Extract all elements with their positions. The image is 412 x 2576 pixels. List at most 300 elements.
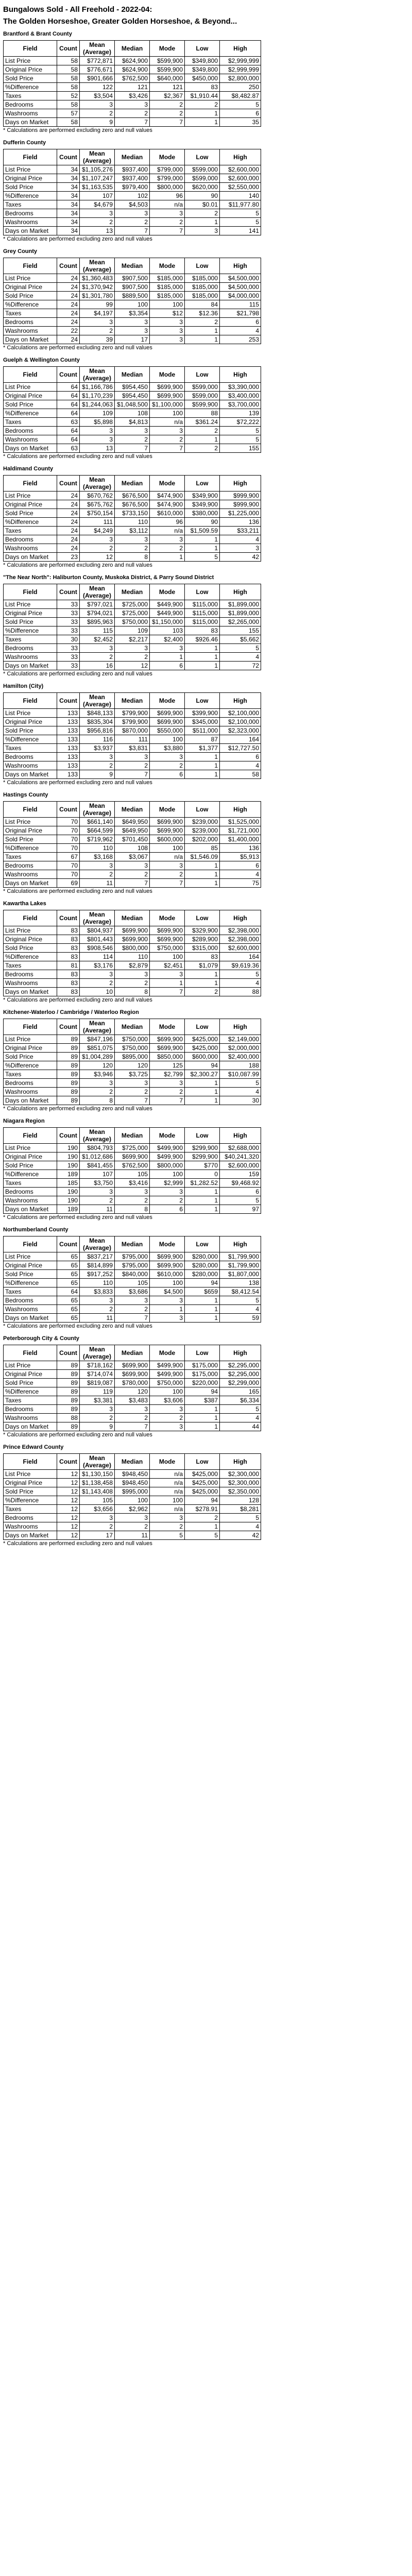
row-label: List Price — [4, 926, 57, 935]
table-cell: $345,000 — [185, 718, 220, 726]
column-header: Field — [4, 1128, 57, 1144]
table-row — [4, 1487, 261, 1496]
stats-table — [3, 149, 261, 235]
table-cell: 2 — [80, 109, 115, 118]
table-cell: $1,282.52 — [185, 1179, 220, 1188]
table-cell: $3,750 — [80, 1179, 115, 1188]
table-cell: $599,000 — [185, 392, 220, 400]
row-label: Taxes — [4, 1505, 57, 1514]
row-label: Original Price — [4, 718, 57, 726]
table-cell: 188 — [220, 1061, 261, 1070]
column-header: Mean (Average) — [80, 1454, 115, 1470]
table-cell: 120 — [115, 1061, 150, 1070]
table-row — [4, 1370, 261, 1379]
table-cell: $21,798 — [220, 309, 261, 318]
row-label: Bedrooms — [4, 318, 57, 327]
table-cell: 89 — [57, 1079, 80, 1088]
table-header-row — [4, 258, 261, 274]
region-title: Kawartha Lakes — [3, 901, 46, 907]
table-cell: 1 — [150, 1305, 185, 1314]
table-cell: 2 — [80, 1305, 115, 1314]
table-cell: 1 — [150, 979, 185, 988]
table-cell: 33 — [57, 644, 80, 653]
table-row — [4, 300, 261, 309]
table-cell: 34 — [57, 174, 80, 183]
stats-table — [3, 40, 261, 127]
row-label: Sold Price — [4, 1053, 57, 1061]
row-label: Days on Market — [4, 444, 57, 453]
table-cell: 89 — [57, 1379, 80, 1387]
table-cell: 102 — [115, 192, 150, 200]
table-cell: $449,900 — [150, 609, 185, 618]
table-row — [4, 1079, 261, 1088]
table-cell: 6 — [220, 318, 261, 327]
table-row — [4, 1496, 261, 1505]
table-cell: $9,619.36 — [220, 961, 261, 970]
column-header: Mode — [150, 149, 185, 165]
column-header: Low — [185, 584, 220, 600]
column-header: High — [220, 41, 261, 57]
stats-table — [3, 801, 261, 888]
table-cell: $1,807,000 — [220, 1270, 261, 1279]
table-cell: 139 — [220, 409, 261, 418]
region-section — [3, 31, 409, 133]
table-cell: $2,295,000 — [220, 1361, 261, 1370]
table-cell: $801,443 — [80, 935, 115, 944]
column-header: Median — [115, 258, 150, 274]
table-cell: 64 — [57, 1287, 80, 1296]
table-cell: $770 — [185, 1161, 220, 1170]
column-header: Field — [4, 693, 57, 709]
stats-table — [3, 1127, 261, 1214]
table-cell: $185,000 — [185, 292, 220, 300]
table-row — [4, 509, 261, 518]
table-cell: 3 — [115, 535, 150, 544]
table-cell: $799,000 — [150, 174, 185, 183]
table-cell: 253 — [220, 335, 261, 344]
table-row — [4, 635, 261, 644]
table-cell: 81 — [57, 961, 80, 970]
row-label: List Price — [4, 1470, 57, 1479]
table-cell: $185,000 — [150, 283, 185, 292]
table-row — [4, 309, 261, 318]
column-header: Low — [185, 41, 220, 57]
row-label: List Price — [4, 600, 57, 609]
column-header: Median — [115, 693, 150, 709]
table-row — [4, 444, 261, 453]
table-cell: 3 — [80, 861, 115, 870]
table-row — [4, 818, 261, 826]
table-cell: 3 — [115, 970, 150, 979]
column-header: Low — [185, 1236, 220, 1252]
row-label: Sold Price — [4, 183, 57, 192]
table-cell: 1 — [185, 1414, 220, 1422]
table-cell: $599,000 — [185, 174, 220, 183]
table-cell: 65 — [57, 1252, 80, 1261]
table-cell: $750,000 — [115, 1044, 150, 1053]
table-cell: 2 — [185, 444, 220, 453]
table-cell: 5 — [185, 553, 220, 562]
row-label: Bedrooms — [4, 1405, 57, 1414]
table-row — [4, 1261, 261, 1270]
table-cell: $750,000 — [150, 944, 185, 953]
table-cell: 34 — [57, 165, 80, 174]
table-cell: 110 — [115, 518, 150, 527]
table-cell: 128 — [220, 1496, 261, 1505]
table-cell: 1 — [185, 544, 220, 553]
table-cell: $907,500 — [115, 283, 150, 292]
table-cell: 2 — [115, 1522, 150, 1531]
table-row — [4, 770, 261, 779]
row-label: Washrooms — [4, 1088, 57, 1096]
row-label: Washrooms — [4, 327, 57, 335]
row-label: Original Price — [4, 609, 57, 618]
table-cell: $1,301,780 — [80, 292, 115, 300]
table-cell: $750,000 — [150, 1379, 185, 1387]
table-cell: 24 — [57, 335, 80, 344]
table-cell: 190 — [57, 1196, 80, 1205]
table-cell: 70 — [57, 818, 80, 826]
table-header-row — [4, 476, 261, 492]
column-header: Count — [57, 1128, 80, 1144]
table-cell: 6 — [220, 753, 261, 761]
row-label: List Price — [4, 1361, 57, 1370]
row-label: Washrooms — [4, 1196, 57, 1205]
stats-table — [3, 475, 261, 562]
table-cell: $649,950 — [115, 826, 150, 835]
table-cell: 89 — [57, 1070, 80, 1079]
table-row — [4, 1205, 261, 1214]
table-cell: 100 — [115, 1496, 150, 1505]
table-cell: 5 — [220, 644, 261, 653]
calculation-note: * Calculations are performed excluding zero and null values — [3, 1106, 152, 1112]
column-header: Low — [185, 910, 220, 926]
table-row — [4, 553, 261, 562]
table-cell: 5 — [220, 1514, 261, 1522]
table-cell: $675,762 — [80, 500, 115, 509]
table-cell: 88 — [185, 409, 220, 418]
table-row — [4, 844, 261, 853]
region-section — [3, 357, 409, 460]
table-cell: 7 — [115, 118, 150, 127]
table-row — [4, 735, 261, 744]
row-label: Sold Price — [4, 74, 57, 83]
column-header: Count — [57, 1454, 80, 1470]
column-header: Mean (Average) — [80, 1128, 115, 1144]
table-cell: $12.36 — [185, 309, 220, 318]
table-cell: 64 — [57, 427, 80, 435]
column-header: High — [220, 1128, 261, 1144]
table-cell: $1,899,000 — [220, 609, 261, 618]
table-cell: $870,000 — [115, 726, 150, 735]
table-cell: 3 — [150, 335, 185, 344]
table-cell: 52 — [57, 92, 80, 100]
table-cell: $664,599 — [80, 826, 115, 835]
table-cell: 24 — [57, 535, 80, 544]
table-cell: $1,546.09 — [185, 853, 220, 861]
table-row — [4, 644, 261, 653]
column-header: Median — [115, 149, 150, 165]
column-header: Low — [185, 802, 220, 818]
table-cell: 141 — [220, 227, 261, 235]
table-cell: 11 — [80, 1205, 115, 1214]
table-cell: 2 — [115, 761, 150, 770]
table-cell: $937,400 — [115, 165, 150, 174]
table-row — [4, 535, 261, 544]
column-header: Mean (Average) — [80, 476, 115, 492]
table-cell: $1,799,900 — [220, 1252, 261, 1261]
table-cell: $800,000 — [115, 944, 150, 953]
table-row — [4, 1414, 261, 1422]
table-cell: 90 — [185, 192, 220, 200]
row-label: Washrooms — [4, 435, 57, 444]
table-cell: 3 — [115, 327, 150, 335]
table-cell: 3 — [150, 1314, 185, 1323]
region-title: Northumberland County — [3, 1227, 68, 1233]
table-cell: 2 — [80, 653, 115, 662]
table-cell: 189 — [57, 1205, 80, 1214]
table-row — [4, 1396, 261, 1405]
row-label: Days on Market — [4, 1314, 57, 1323]
table-cell: $837,217 — [80, 1252, 115, 1261]
table-row — [4, 709, 261, 718]
table-row — [4, 435, 261, 444]
table-cell: 24 — [57, 300, 80, 309]
table-cell: $719,962 — [80, 835, 115, 844]
table-cell: $999,900 — [220, 500, 261, 509]
table-cell: $954,450 — [115, 392, 150, 400]
table-cell: $699,900 — [115, 926, 150, 935]
table-cell: $2,600,000 — [220, 944, 261, 953]
column-header: Median — [115, 1454, 150, 1470]
table-cell: $3,176 — [80, 961, 115, 970]
table-cell: $387 — [185, 1396, 220, 1405]
table-cell: 7 — [115, 1096, 150, 1105]
table-cell: 2 — [185, 1514, 220, 1522]
table-cell: 34 — [57, 183, 80, 192]
table-row — [4, 1531, 261, 1540]
row-label: %Difference — [4, 83, 57, 92]
row-label: Bedrooms — [4, 644, 57, 653]
column-header: Count — [57, 802, 80, 818]
row-label: List Price — [4, 1252, 57, 1261]
table-cell: 58 — [57, 118, 80, 127]
table-cell: 133 — [57, 726, 80, 735]
table-cell: $2,299,000 — [220, 1379, 261, 1387]
table-cell: 2 — [185, 318, 220, 327]
table-cell: $2,400 — [150, 635, 185, 644]
table-cell: $1,899,000 — [220, 600, 261, 609]
table-cell: $239,000 — [185, 826, 220, 835]
column-header: High — [220, 258, 261, 274]
table-cell: 120 — [80, 1061, 115, 1070]
table-cell: 58 — [57, 57, 80, 65]
table-cell: $280,000 — [185, 1252, 220, 1261]
table-cell: $1,105,276 — [80, 165, 115, 174]
table-cell: $511,000 — [185, 726, 220, 735]
table-header-row — [4, 367, 261, 383]
table-cell: $948,450 — [115, 1479, 150, 1487]
table-cell: $4,249 — [80, 527, 115, 535]
table-row — [4, 944, 261, 953]
table-cell: $620,000 — [185, 183, 220, 192]
table-cell: $289,900 — [185, 935, 220, 944]
table-cell: 110 — [115, 953, 150, 961]
column-header: Mode — [150, 1128, 185, 1144]
table-cell: 6 — [220, 1188, 261, 1196]
row-label: Days on Market — [4, 335, 57, 344]
table-cell: 75 — [220, 879, 261, 888]
column-header: Mode — [150, 1019, 185, 1035]
table-cell: $1,048,500 — [115, 400, 150, 409]
calculation-note: * Calculations are performed excluding zero and null values — [3, 1540, 152, 1547]
table-cell: $2,600,000 — [220, 1161, 261, 1170]
table-cell: 1 — [185, 1305, 220, 1314]
table-cell: $699,900 — [150, 718, 185, 726]
row-label: Original Price — [4, 283, 57, 292]
table-cell: $800,000 — [150, 183, 185, 192]
table-cell: $659 — [185, 1287, 220, 1296]
table-cell: 133 — [57, 709, 80, 718]
table-cell: 22 — [57, 327, 80, 335]
table-cell: $956,816 — [80, 726, 115, 735]
table-cell: 3 — [150, 1405, 185, 1414]
table-cell: 111 — [115, 735, 150, 744]
row-label: Sold Price — [4, 509, 57, 518]
table-cell: 5 — [220, 427, 261, 435]
row-label: Days on Market — [4, 988, 57, 996]
table-cell: 83 — [57, 970, 80, 979]
table-cell: 63 — [57, 444, 80, 453]
column-header: Count — [57, 693, 80, 709]
table-cell: 3 — [80, 1188, 115, 1196]
row-label: List Price — [4, 57, 57, 65]
column-header: Field — [4, 258, 57, 274]
table-cell: $750,154 — [80, 509, 115, 518]
column-header: Low — [185, 693, 220, 709]
table-cell: $2,300,000 — [220, 1470, 261, 1479]
table-cell: $599,900 — [150, 57, 185, 65]
table-cell: $5,913 — [220, 853, 261, 861]
table-row — [4, 383, 261, 392]
table-cell: $2,100,000 — [220, 709, 261, 718]
table-cell: 3 — [80, 435, 115, 444]
table-cell: $2,879 — [115, 961, 150, 970]
row-label: Bedrooms — [4, 1188, 57, 1196]
table-cell: 89 — [57, 1035, 80, 1044]
table-cell: 5 — [220, 970, 261, 979]
table-row — [4, 979, 261, 988]
table-cell: 3 — [80, 535, 115, 544]
table-cell: $1,163,535 — [80, 183, 115, 192]
table-cell: $2,688,000 — [220, 1144, 261, 1153]
calculation-note: * Calculations are performed excluding zero and null values — [3, 1323, 152, 1329]
table-cell: 89 — [57, 1096, 80, 1105]
column-header: High — [220, 149, 261, 165]
table-cell: 12 — [57, 1505, 80, 1514]
table-row — [4, 544, 261, 553]
column-header: Field — [4, 149, 57, 165]
table-cell: 9 — [80, 770, 115, 779]
calculation-note: * Calculations are performed excluding zero and null values — [3, 127, 152, 133]
table-cell: 89 — [57, 1044, 80, 1053]
table-row — [4, 335, 261, 344]
table-cell: $329,900 — [185, 926, 220, 935]
table-cell: $5,898 — [80, 418, 115, 427]
table-row — [4, 1179, 261, 1188]
table-cell: $699,900 — [115, 1361, 150, 1370]
table-cell: 140 — [220, 192, 261, 200]
table-cell: $2,000,000 — [220, 1044, 261, 1053]
calculation-note: * Calculations are performed excluding zero and null values — [3, 562, 152, 568]
table-cell: 3 — [80, 1405, 115, 1414]
row-label: Sold Price — [4, 726, 57, 735]
table-cell: $1,225,000 — [220, 509, 261, 518]
table-cell: 3 — [80, 318, 115, 327]
table-cell: $610,000 — [150, 1270, 185, 1279]
table-cell: $115,000 — [185, 609, 220, 618]
table-cell: 110 — [80, 1279, 115, 1287]
table-cell: 72 — [220, 662, 261, 670]
table-cell: 84 — [185, 300, 220, 309]
region-section — [3, 140, 409, 242]
table-cell: 24 — [57, 518, 80, 527]
row-label: Taxes — [4, 853, 57, 861]
table-cell: $699,900 — [115, 1370, 150, 1379]
table-row — [4, 283, 261, 292]
table-cell: 4 — [220, 979, 261, 988]
table-cell: 7 — [150, 118, 185, 127]
table-row — [4, 292, 261, 300]
calculation-note: * Calculations are performed excluding zero and null values — [3, 236, 152, 242]
table-cell: $776,671 — [80, 65, 115, 74]
table-row — [4, 392, 261, 400]
table-cell: 2 — [80, 544, 115, 553]
table-cell: $699,900 — [115, 935, 150, 944]
table-cell: $725,000 — [115, 609, 150, 618]
table-cell: $699,900 — [150, 383, 185, 392]
table-row — [4, 83, 261, 92]
table-cell: 136 — [220, 518, 261, 527]
table-cell: 105 — [80, 1496, 115, 1505]
column-header: Count — [57, 1019, 80, 1035]
row-label: Taxes — [4, 527, 57, 535]
table-cell: 58 — [57, 100, 80, 109]
table-cell: $6,334 — [220, 1396, 261, 1405]
table-cell: $599,000 — [185, 165, 220, 174]
table-cell: 1 — [185, 535, 220, 544]
table-cell: 12 — [57, 1496, 80, 1505]
row-label: List Price — [4, 1144, 57, 1153]
row-label: Days on Market — [4, 118, 57, 127]
table-cell: n/a — [150, 1470, 185, 1479]
region-title: Brantford & Brant County — [3, 31, 72, 37]
table-cell: 39 — [80, 335, 115, 344]
table-cell: 34 — [57, 192, 80, 200]
table-cell: 1 — [185, 1196, 220, 1205]
table-cell: 1 — [185, 879, 220, 888]
table-cell: 7 — [150, 1096, 185, 1105]
row-label: Taxes — [4, 1287, 57, 1296]
table-cell: $2,600,000 — [220, 165, 261, 174]
table-cell: $699,900 — [150, 709, 185, 718]
table-row — [4, 662, 261, 670]
table-cell: $995,000 — [115, 1487, 150, 1496]
table-row — [4, 826, 261, 835]
table-cell: $1,509.59 — [185, 527, 220, 535]
table-cell: $33,211 — [220, 527, 261, 535]
table-cell: $449,900 — [150, 600, 185, 609]
